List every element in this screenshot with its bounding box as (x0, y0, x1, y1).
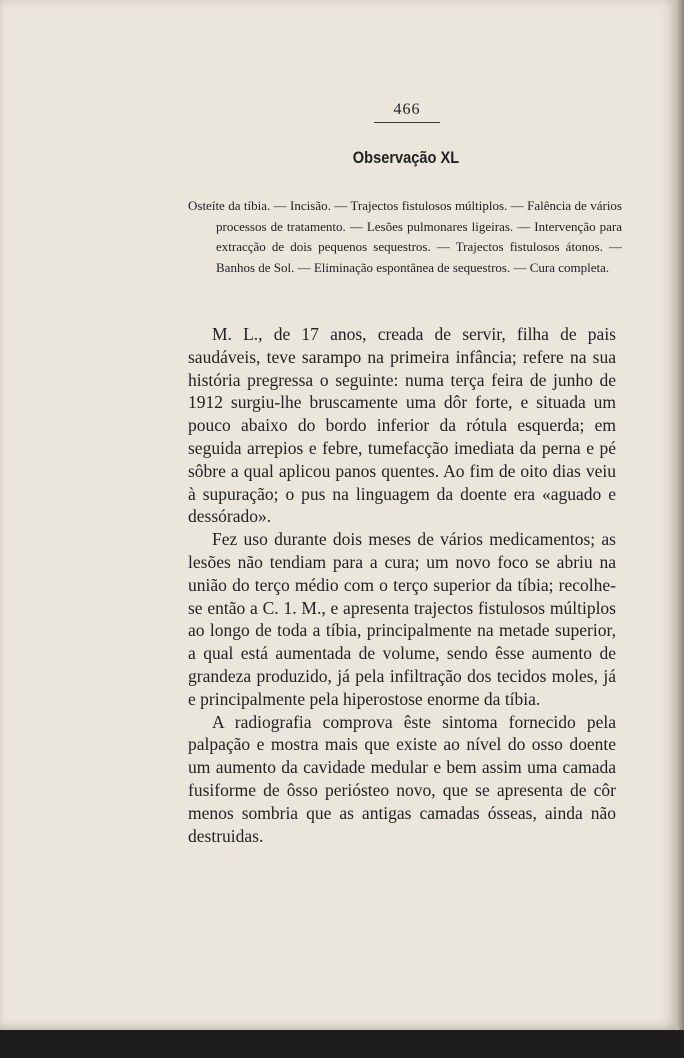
page-number-rule (374, 122, 440, 123)
page-number: 466 (393, 101, 421, 118)
case-body (188, 323, 616, 847)
paragraph: M. L., de 17 anos, creada de servir, filha de pais saudáveis, teve sarampo na primeira infância; refere na sua história pregressa o seguinte: numa terça feira de junho de 1912 surgiu-lhe bruscamente uma dôr forte, e situada um pouco abaixo do bordo inferior da rótula esquerda; em seguida arrepios e febre, tumefacção imediata da perna e pé sôbre a qual aplicou panos quentes. Ao fim de oito dias veiu à supuração; o pus na linguagem da doente era «aguado e dessórado». (188, 324, 616, 527)
paragraph: A radiografia comprova êste sintoma fornecido pela palpação e mostra mais que existe ao nível do osso doente um aumento da cavidade medular e bem assim uma camada fusiforme de ôsso periósteo novo, que se apresenta de côr menos sombria que as antigas camadas ósseas, ainda não destruidas. (188, 711, 616, 846)
paragraph: Fez uso durante dois meses de vários medicamentos; as lesões não tendiam para a cura; um novo foco se abriu na união do terço médio com o terço superior da tíbia; recolhe-se então a C. 1. M., e apresenta trajectos fistulosos múltiplos ao longo de toda a tíbia, principalmente na metade superior, a qual está aumentada de volume, sendo êsse aumento de grandeza produzido, já pela infiltração dos tecidos moles, já e principalmente pela hiperostose enorme da tíbia. (188, 529, 616, 709)
summary-text: Osteíte da tíbia. — Incisão. — Trajectos fistulosos múltiplos. — Falência de vários processos de tratamento. — Lesões pulmonares ligeiras. — Intervenção para extracção de dois pequenos sequestros. — Trajectos fistulosos átonos. — Banhos de Sol. — Eliminação espontânea de sequestros. — Cura completa. (188, 198, 622, 275)
scan-background (0, 1030, 684, 1058)
page-edge (676, 0, 684, 1030)
observation-title: Observação XL (352, 148, 460, 167)
case-summary (188, 196, 622, 278)
